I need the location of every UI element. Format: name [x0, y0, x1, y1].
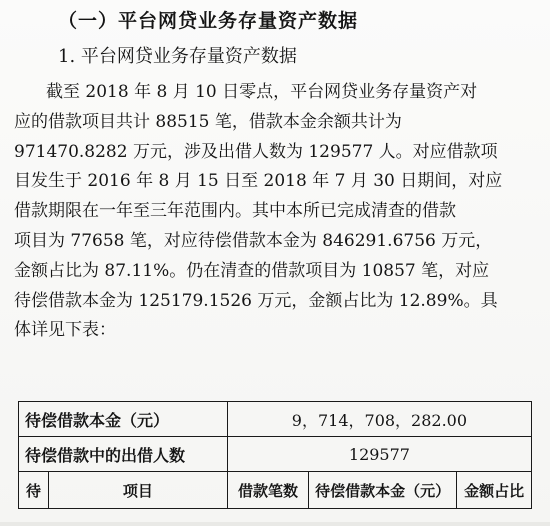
page-bottom-edge — [0, 522, 550, 526]
column-header: 金额占比 — [457, 472, 532, 509]
paragraph-line: 体详见下表： — [14, 320, 116, 341]
paragraph-line: 金额占比为 87.11%。仍在清查的借款项目为 10857 笔，对应 — [14, 260, 490, 281]
lenders-value-cell: 129577 — [227, 437, 531, 472]
column-header: 待偿借款本金（元） — [309, 472, 457, 509]
table-header-row — [19, 472, 532, 509]
paragraph-line: 项目为 77658 笔，对应待偿借款本金为 846291.6756 万元， — [14, 230, 493, 251]
paragraph-line: 971470.8282 万元，涉及出借人数为 129577 人。对应借款项 — [14, 141, 498, 162]
column-header: 待 — [19, 472, 49, 509]
paragraph-line: 截至 2018 年 8 月 10 日零点，平台网贷业务存量资产对 — [46, 82, 478, 102]
section-heading: （一）平台网贷业务存量资产数据 — [58, 10, 359, 32]
principal-value-cell: 9，714，708，282.00 — [227, 402, 531, 437]
paragraph-line: 待偿借款本金为 125179.1526 万元，金额占比为 12.89%。具 — [14, 290, 498, 311]
column-header: 借款笔数 — [227, 472, 308, 509]
lenders-label-cell: 待偿借款中的出借人数 — [19, 437, 228, 472]
principal-label-cell: 待偿借款本金（元） — [19, 402, 228, 437]
column-header: 项目 — [48, 472, 227, 509]
paragraph-line: 借款期限在一年至三年范围内。其中本所已完成清查的借款 — [14, 201, 456, 222]
asset-table — [18, 401, 532, 509]
paragraph-line: 目发生于 2016 年 8 月 15 日至 2018 年 7 月 30 日期间，对应 — [14, 171, 503, 192]
paragraph-line: 应的借款项目共计 88515 笔，借款本金余额共计为 — [14, 111, 402, 132]
subsection-heading: 1. 平台网贷业务存量资产数据 — [58, 46, 297, 67]
table-row — [19, 437, 532, 472]
table-row — [19, 402, 532, 437]
body-paragraph — [14, 78, 540, 346]
